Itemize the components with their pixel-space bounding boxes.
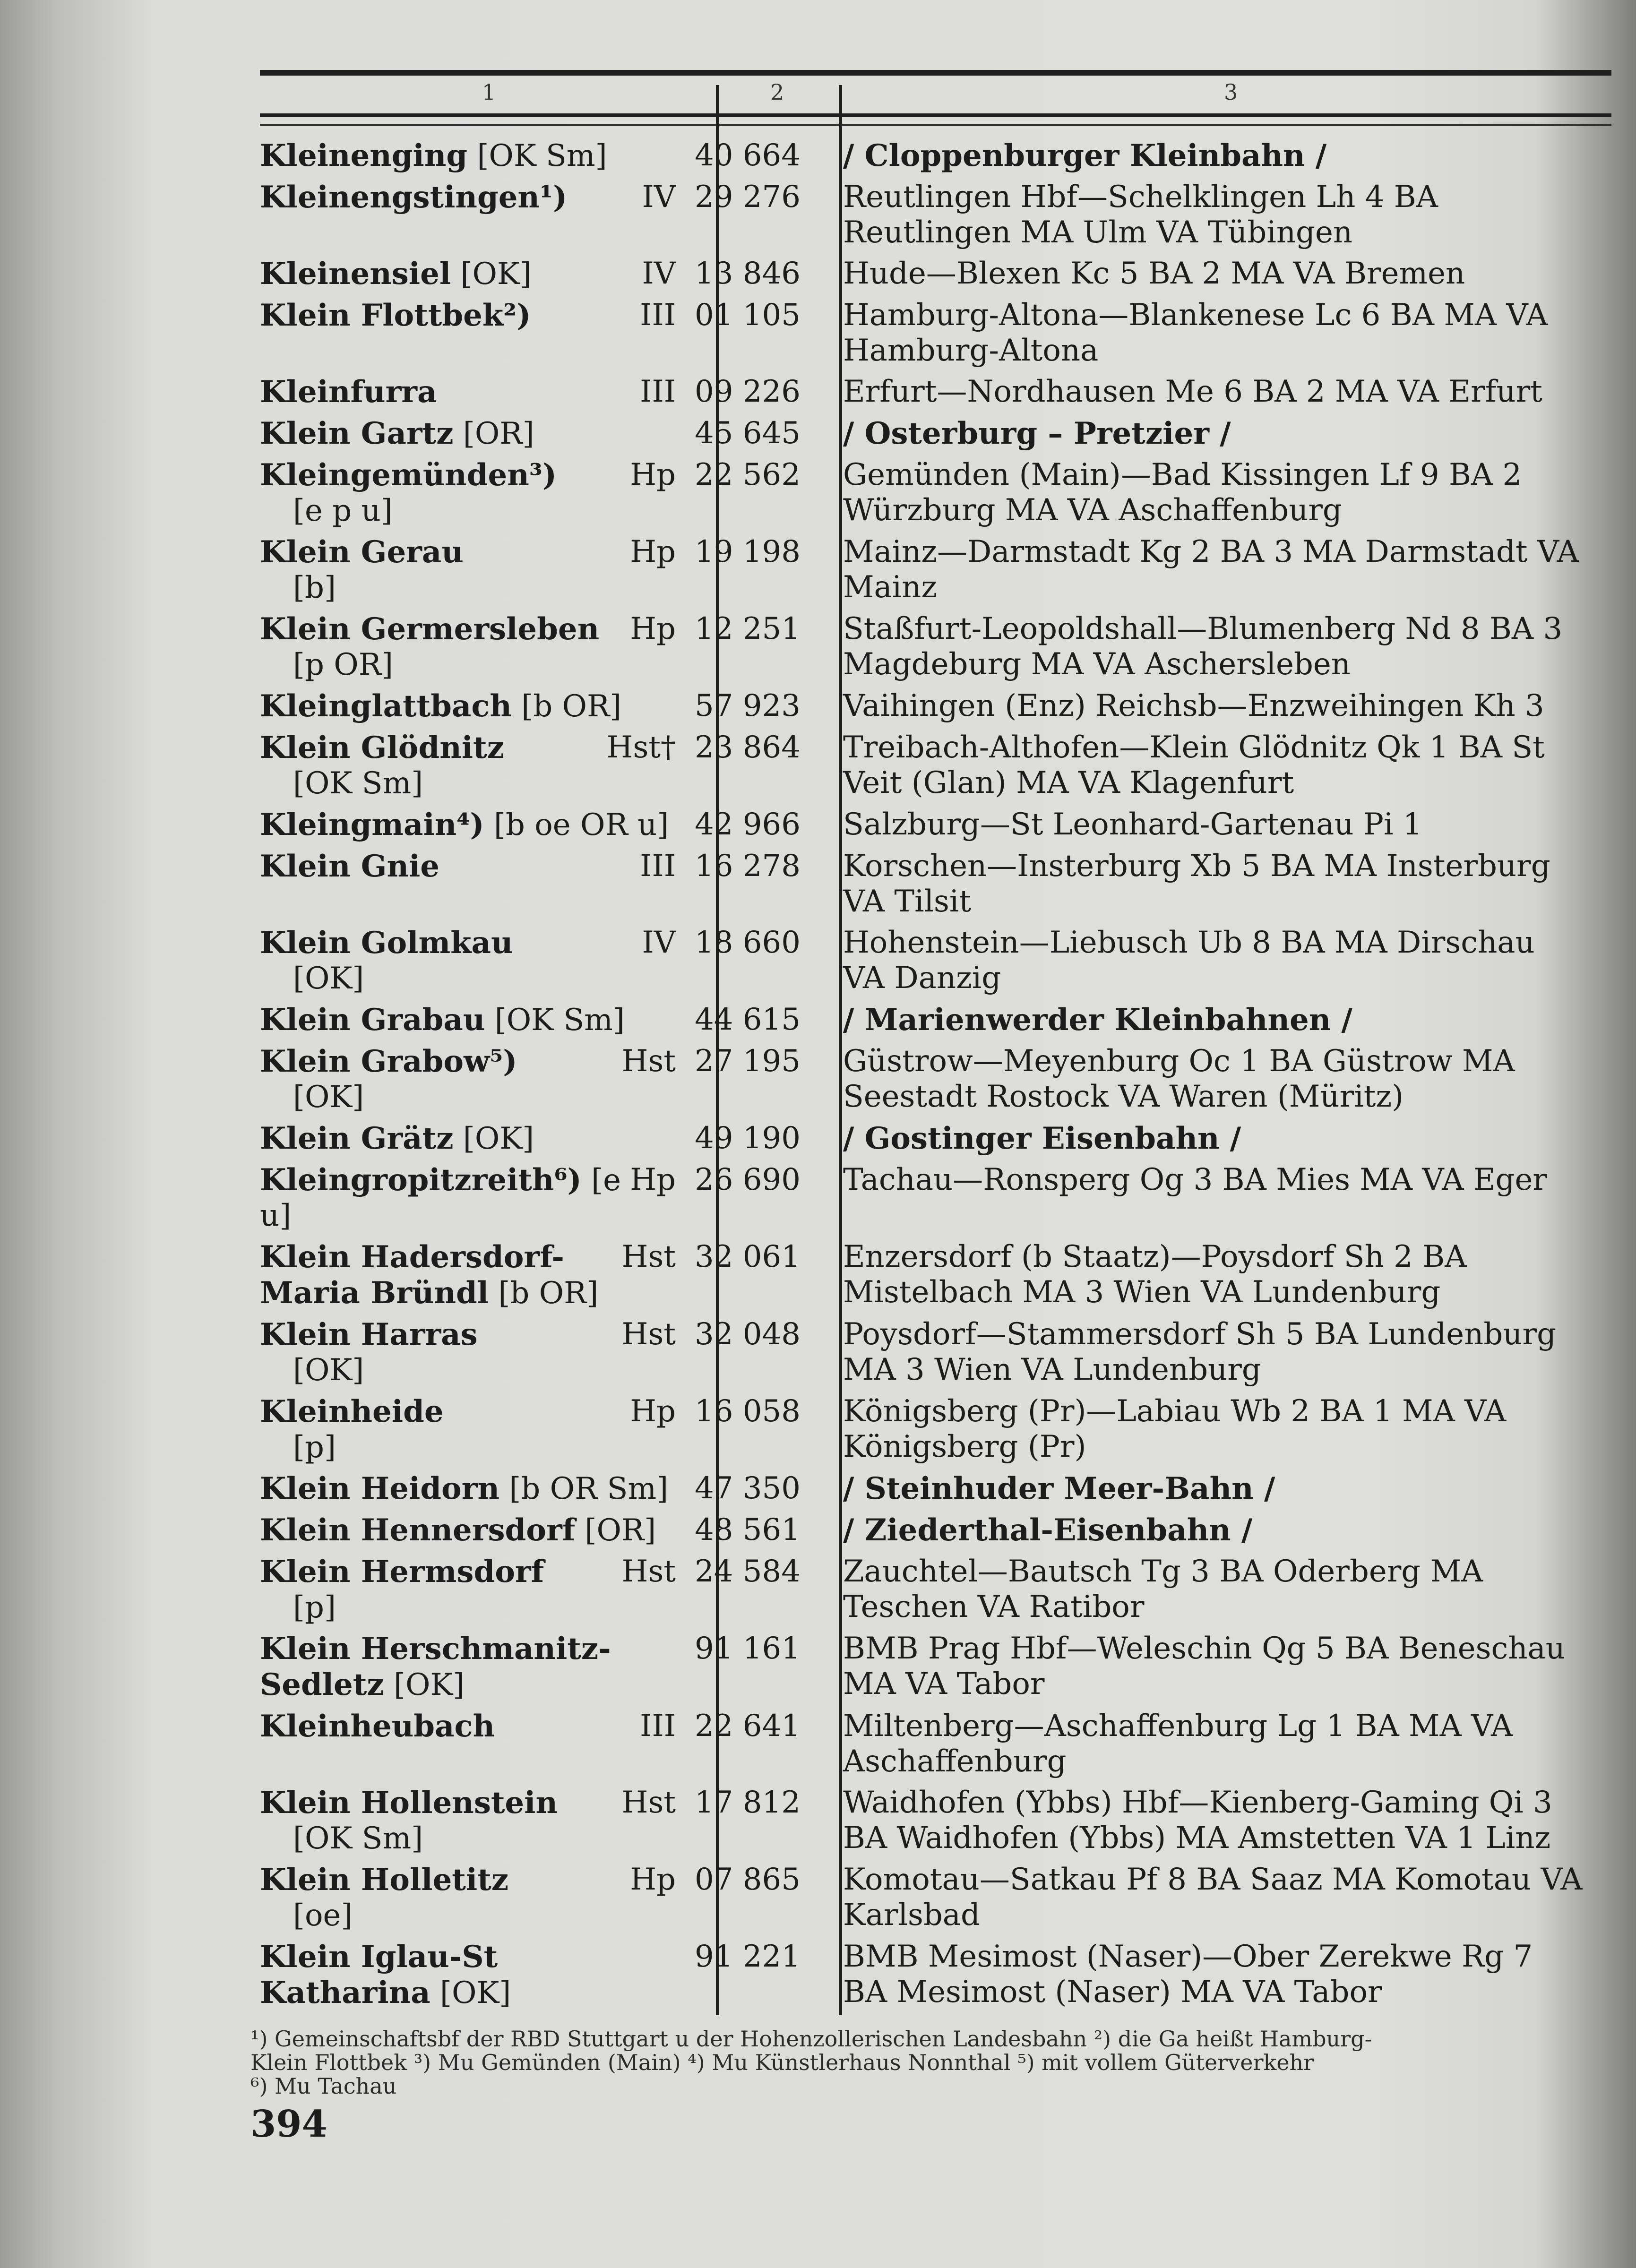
station-number: 09 226 (695, 374, 801, 409)
station-name-cell (250, 138, 695, 174)
station-class: Hst† (606, 730, 676, 765)
station-number: 16 058 (695, 1394, 801, 1429)
station-number: 32 048 (695, 1317, 801, 1352)
station-class: Hst (621, 1044, 676, 1079)
table-row (250, 410, 1585, 452)
header-rule (260, 113, 1611, 117)
station-number: 91 221 (695, 1939, 801, 1974)
station-name: Klein Herschmanitz-Sedletz (260, 1631, 611, 1702)
table-row (250, 843, 1585, 919)
station-note: [p OR] (293, 647, 393, 682)
station-name: Klein Gartz (260, 416, 454, 451)
station-name: Kleinengstingen¹) (260, 180, 568, 215)
column-number-2: 2 (770, 79, 784, 105)
station-class: Hst (621, 1239, 676, 1274)
station-note: [b OR] (511, 689, 622, 724)
footnote-line: ¹) Gemeinschaftsbf der RBD Stuttgart u der Hohenzollerischen Landesbahn ²) die Ga heißt Hamburg- (250, 2026, 1372, 2052)
station-name-cell (250, 1115, 695, 1157)
table-row (250, 1625, 1585, 1703)
station-name: Klein Hennersdorf (260, 1512, 576, 1548)
station-name: Kleinensiel (260, 256, 451, 292)
station-class: IV (642, 180, 676, 215)
station-note: [OK Sm] (467, 138, 607, 173)
station-name-cell (250, 250, 695, 292)
station-number: 40 664 (695, 138, 801, 173)
station-name-cell (250, 1856, 695, 1933)
station-note: [p] (293, 1590, 336, 1625)
column-number-1: 1 (482, 79, 496, 105)
station-name-cell (250, 1507, 695, 1548)
station-number: 07 865 (695, 1862, 801, 1897)
station-description: / Steinhuder Meer-Bahn / (843, 1471, 1275, 1506)
station-description: / Ziederthal-Eisenbahn / (843, 1512, 1253, 1548)
station-name-cell (250, 724, 695, 801)
station-note: [OR] (453, 416, 534, 451)
station-number: 48 561 (695, 1512, 801, 1547)
station-number: 27 195 (695, 1044, 801, 1079)
table-row (250, 997, 1585, 1038)
station-note: [OK] (453, 1121, 534, 1156)
station-name-cell (250, 1388, 695, 1465)
station-number: 17 812 (695, 1785, 801, 1820)
station-description: / Osterburg – Pretzier / (843, 416, 1231, 451)
table-row (250, 724, 1585, 801)
station-name-cell (250, 1779, 695, 1856)
station-class: Hp (630, 457, 676, 492)
station-number: 45 645 (695, 416, 801, 451)
station-number: 12 251 (695, 611, 801, 646)
station-name: Kleingemünden³) (260, 457, 557, 493)
table-row (250, 1465, 1585, 1507)
station-description: Enzersdorf (b Staatz)—Poysdorf Sh 2 BA Mistelbach MA 3 Wien VA Lundenburg (843, 1239, 1467, 1310)
station-name-cell (250, 292, 695, 369)
station-description: Miltenberg—Aschaffenburg Lg 1 BA MA VA Aschaffenburg (843, 1709, 1513, 1779)
station-name: Klein Heidorn (260, 1471, 499, 1506)
station-note: [OK] (293, 961, 364, 996)
station-name: Klein Germersleben (260, 611, 600, 647)
station-description: Poysdorf—Stammersdorf Sh 5 BA Lundenburg MA 3 Wien VA Lundenburg (843, 1317, 1557, 1387)
station-name-cell (250, 606, 695, 683)
table-row (250, 801, 1585, 843)
table-row (250, 1779, 1585, 1856)
station-description: Tachau—Ronsperg Og 3 BA Mies MA VA Eger (843, 1162, 1547, 1197)
table-row (250, 919, 1585, 997)
station-class: III (640, 1709, 676, 1744)
station-class (676, 1121, 695, 1157)
station-name-cell (250, 1311, 695, 1388)
station-class: Hst (621, 1785, 676, 1820)
station-description: Gemünden (Main)—Bad Kissingen Lf 9 BA 2 Würzburg MA VA Aschaffenburg (843, 457, 1522, 528)
station-class: III (640, 849, 676, 884)
station-name: Klein Iglau-St Katharina (260, 1939, 498, 2010)
station-name: Klein Gerau (260, 534, 464, 570)
station-class: Hst (621, 1554, 676, 1589)
station-note: [b OR] (489, 1276, 599, 1311)
station-number: 91 161 (695, 1631, 801, 1666)
station-name: Kleinglattbach (260, 688, 512, 724)
station-class: Hp (630, 1862, 676, 1897)
station-name: Klein Harras (260, 1317, 478, 1352)
station-name: Klein Golmkau (260, 925, 513, 961)
station-description: Treibach-Althofen—Klein Glödnitz Qk 1 BA St Veit (Glan) MA VA Klagenfurt (843, 730, 1545, 800)
station-description: Hamburg-Altona—Blankenese Lc 6 BA MA VA Hamburg-Altona (843, 298, 1548, 368)
station-number: 19 198 (695, 534, 801, 569)
station-description: BMB Prag Hbf—Weleschin Qg 5 BA Beneschau MA VA Tabor (843, 1631, 1565, 1701)
station-note: [e u] (260, 1163, 621, 1233)
table-row (250, 1311, 1585, 1388)
table-row (250, 174, 1585, 250)
station-name: Klein Hollenstein (260, 1785, 558, 1821)
top-rule (260, 70, 1611, 76)
station-name-cell (250, 843, 695, 919)
station-name-cell (250, 919, 695, 997)
station-description: Hohenstein—Liebusch Ub 8 BA MA Dirschau VA Danzig (843, 925, 1535, 996)
table-row (250, 1157, 1585, 1234)
table-row (250, 452, 1585, 529)
station-note: [OK] (293, 1080, 364, 1115)
station-number: 26 690 (695, 1162, 801, 1197)
station-name-cell (250, 1157, 695, 1234)
station-name-cell (250, 801, 695, 843)
station-name-cell (250, 683, 695, 724)
table-row (250, 1234, 1585, 1311)
station-name: Kleinheide (260, 1394, 444, 1429)
station-number: 18 660 (695, 925, 801, 960)
station-description: / Cloppenburger Kleinbahn / (843, 138, 1327, 173)
table-row (250, 529, 1585, 606)
station-class (676, 1939, 695, 2011)
table-row (250, 1856, 1585, 1933)
station-class (676, 138, 695, 174)
station-name-cell (250, 1625, 695, 1703)
station-name-cell (250, 174, 695, 250)
station-description: BMB Mesimost (Naser)—Ober Zerekwe Rg 7 BA Mesimost (Naser) MA VA Tabor (843, 1939, 1533, 2010)
station-note: [OR] (575, 1513, 656, 1548)
station-class: III (640, 298, 676, 333)
header-rule-thin (260, 124, 1611, 126)
station-description: Salzburg—St Leonhard-Gartenau Pi 1 (843, 807, 1422, 842)
station-name-cell (250, 1933, 695, 2011)
station-name: Klein Glödnitz (260, 730, 504, 765)
table-row (250, 292, 1585, 369)
table-row (250, 683, 1585, 724)
station-name: Klein Hadersdorf-Maria Bründl (260, 1239, 564, 1311)
station-class: Hp (630, 1162, 676, 1197)
station-name-cell (250, 1234, 695, 1311)
station-number: 47 350 (695, 1471, 801, 1506)
station-class (676, 1002, 695, 1038)
station-description: Vaihingen (Enz) Reichsb—Enzweihingen Kh 3 (843, 688, 1544, 723)
station-class: Hp (630, 534, 676, 569)
table-row (250, 1703, 1585, 1779)
station-number: 01 105 (695, 298, 801, 333)
table-row (250, 138, 1585, 174)
station-description: Komotau—Satkau Pf 8 BA Saaz MA Komotau VA Karlsbad (843, 1862, 1583, 1933)
station-description: / Marienwerder Kleinbahnen / (843, 1002, 1352, 1038)
station-note: [p] (293, 1430, 336, 1465)
table-row (250, 606, 1585, 683)
table-row (250, 1933, 1585, 2011)
station-name: Kleinfurra (260, 374, 437, 410)
station-note: [OK] (293, 1353, 364, 1388)
table-row (250, 1507, 1585, 1548)
station-note: [b OR Sm] (499, 1471, 669, 1506)
station-name-cell (250, 410, 695, 452)
footnote-line: ⁶) Mu Tachau (250, 2073, 397, 2099)
station-name-cell (250, 529, 695, 606)
station-number: 24 584 (695, 1554, 801, 1589)
station-note: [OK Sm] (293, 766, 423, 801)
station-name: Klein Flottbek²) (260, 298, 531, 333)
station-note: [OK Sm] (485, 1003, 625, 1038)
station-number: 22 641 (695, 1709, 801, 1744)
station-name-cell (250, 1548, 695, 1625)
station-number: 13 846 (695, 256, 801, 291)
station-description: Korschen—Insterburg Xb 5 BA MA Insterburg VA Tilsit (843, 849, 1550, 919)
station-note: [OK Sm] (293, 1821, 423, 1856)
station-name-cell (250, 1465, 695, 1507)
station-name-cell (250, 1703, 695, 1779)
station-name-cell (250, 369, 695, 410)
station-name: Kleingropitzreith⁶) (260, 1162, 582, 1198)
station-note: [OK] (451, 257, 532, 292)
station-name: Klein Grabau (260, 1002, 485, 1038)
table-row (250, 369, 1585, 410)
station-number: 29 276 (695, 180, 801, 215)
station-class: IV (642, 925, 676, 960)
station-name: Kleinenging (260, 138, 468, 173)
station-name: Klein Hermsdorf (260, 1554, 544, 1589)
station-description: Staßfurt-Leopoldshall—Blumenberg Nd 8 BA 3 Magdeburg MA VA Aschersleben (843, 611, 1563, 682)
station-class (676, 416, 695, 452)
station-class: Hp (630, 611, 676, 646)
station-class (676, 1631, 695, 1703)
station-name: Klein Gnie (260, 849, 439, 884)
station-note: [OK] (384, 1667, 465, 1702)
table-row (250, 1548, 1585, 1625)
station-name: Klein Holletitz (260, 1862, 509, 1898)
station-number: 16 278 (695, 849, 801, 884)
station-class: IV (642, 256, 676, 291)
station-class (676, 1512, 695, 1548)
station-name: Kleingmain⁴) (260, 807, 484, 842)
station-table (250, 138, 1585, 2011)
table-row (250, 1038, 1585, 1115)
station-description: Güstrow—Meyenburg Oc 1 BA Güstrow MA Seestadt Rostock VA Waren (Müritz) (843, 1044, 1515, 1114)
station-class (676, 807, 695, 843)
station-number: 57 923 (695, 688, 801, 723)
station-note: [e p u] (293, 493, 393, 528)
station-name: Klein Grätz (260, 1121, 454, 1156)
station-class (676, 1471, 695, 1507)
station-name: Kleinheubach (260, 1709, 495, 1744)
table-row (250, 250, 1585, 292)
station-name-cell (250, 1038, 695, 1115)
station-note: [oe] (293, 1898, 353, 1933)
station-description: Zauchtel—Bautsch Tg 3 BA Oderberg MA Teschen VA Ratibor (843, 1554, 1483, 1624)
station-number: 49 190 (695, 1121, 801, 1156)
station-class: III (640, 374, 676, 409)
station-name-cell (250, 997, 695, 1038)
station-note: [OK] (430, 1976, 511, 2010)
footnote-line: Klein Flottbek ³) Mu Gemünden (Main) ⁴) Mu Künstlerhaus Nonnthal ⁵) mit vollem Güterverkehr (250, 2050, 1314, 2075)
station-description: Hude—Blexen Kc 5 BA 2 MA VA Bremen (843, 256, 1465, 291)
station-description: Waidhofen (Ybbs) Hbf—Kienberg-Gaming Qi 3 BA Waidhofen (Ybbs) MA Amstetten VA 1 Linz (843, 1785, 1552, 1856)
station-number: 44 615 (695, 1002, 801, 1037)
station-number: 23 864 (695, 730, 801, 765)
footnotes (250, 2027, 1621, 2098)
station-name: Klein Grabow⁵) (260, 1044, 517, 1079)
page-number: 394 (250, 2103, 327, 2146)
station-description: / Gostinger Eisenbahn / (843, 1121, 1241, 1156)
table-row (250, 1115, 1585, 1157)
station-class (676, 688, 695, 724)
station-number: 22 562 (695, 457, 801, 492)
station-description: Königsberg (Pr)—Labiau Wb 2 BA 1 MA VA Königsberg (Pr) (843, 1394, 1507, 1464)
station-note: [b oe OR u] (484, 808, 669, 842)
station-description: Erfurt—Nordhausen Me 6 BA 2 MA VA Erfurt (843, 374, 1542, 409)
station-class: Hp (630, 1394, 676, 1429)
station-note: [b] (293, 570, 336, 605)
station-description: Mainz—Darmstadt Kg 2 BA 3 MA Darmstadt VA Mainz (843, 534, 1579, 605)
station-number: 32 061 (695, 1239, 801, 1274)
table-row (250, 1388, 1585, 1465)
column-number-3: 3 (1224, 79, 1238, 105)
station-description: Reutlingen Hbf—Schelklingen Lh 4 BA Reutlingen MA Ulm VA Tübingen (843, 180, 1438, 250)
station-number: 42 966 (695, 807, 801, 842)
station-class: Hst (621, 1317, 676, 1352)
station-name-cell (250, 452, 695, 529)
